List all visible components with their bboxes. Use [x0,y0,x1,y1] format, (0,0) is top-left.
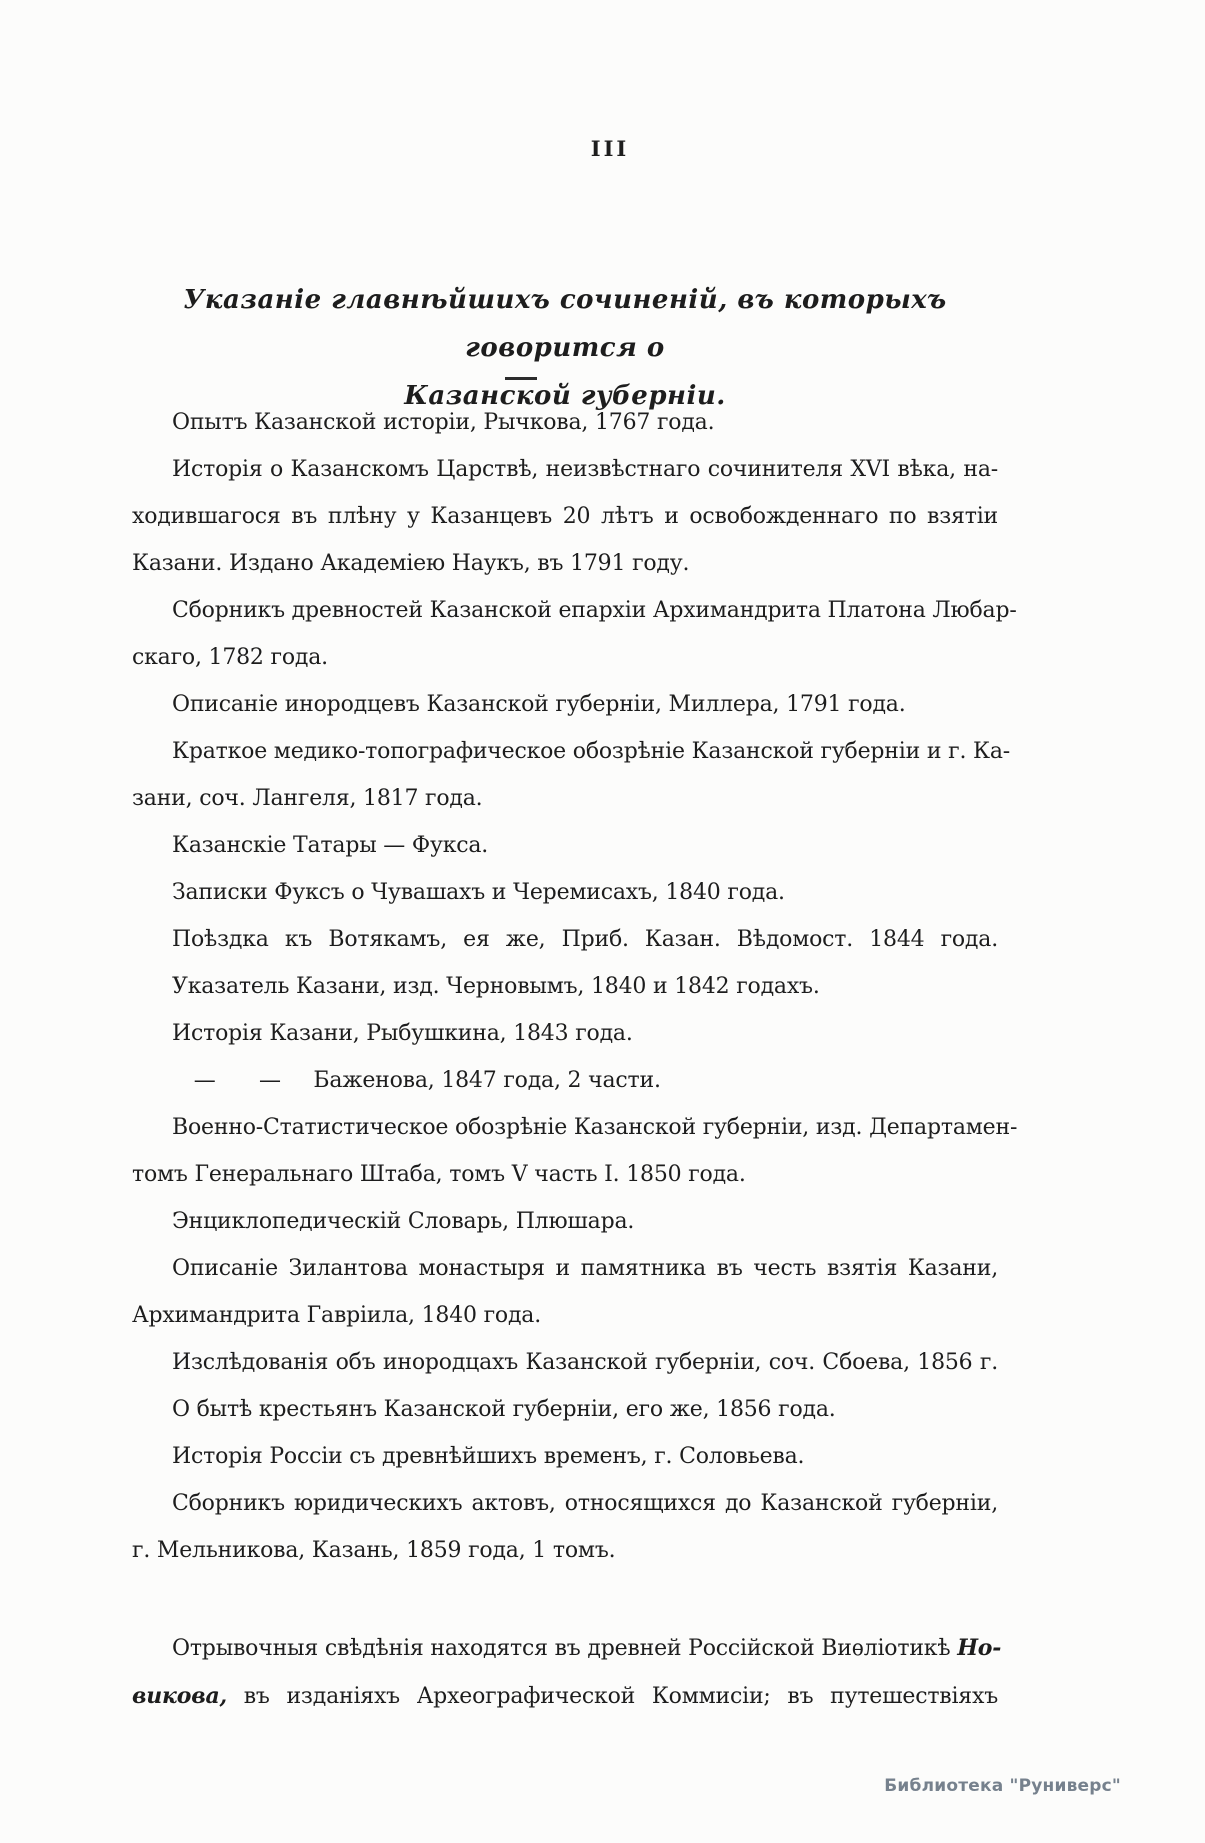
bibliography-line: томъ Генеральнаго Штаба, томъ V часть I. 1850 года. [132,1162,746,1187]
bibliography-line: О бытѣ крестьянъ Казанской губерніи, его же, 1856 года. [172,1397,836,1422]
bibliography-line: Указатель Казани, изд. Черновымъ, 1840 и 1842 годахъ. [172,974,820,999]
closing-line [132,1624,1002,1672]
bibliography-line: Сборникъ юридическихъ актовъ, относящихся до Казанской губерніи, [172,1491,998,1516]
closing-line-italic-text: викова, [132,1683,227,1709]
bibliography-line: г. Мельникова, Казань, 1859 года, 1 томъ. [132,1538,616,1563]
bibliography-line: Казани. Издано Академіею Наукъ, въ 1791 году. [132,551,690,576]
bibliography-line: Исторія Россіи съ древнѣйшихъ временъ, г. Соловьева. [172,1444,805,1469]
bibliography-line: скаго, 1782 года. [132,645,328,670]
bibliography-line: Исторія о Казанскомъ Царствѣ, неизвѣстнаго сочинителя XVI вѣка, на- [172,457,998,482]
closing-line-italic-text: Но- [957,1635,1002,1661]
bibliography-line: зани, соч. Лангеля, 1817 года. [132,786,483,811]
bibliography-line: Записки Фуксъ о Чувашахъ и Черемисахъ, 1840 года. [172,880,785,905]
closing-paragraph [132,1624,1002,1720]
bibliography-line: Военно-Статистическое обозрѣніе Казанской губерніи, изд. Департамен- [172,1115,1018,1140]
bibliography-line: Изслѣдованія объ инородцахъ Казанской губерніи, соч. Сбоева, 1856 г. [172,1350,998,1375]
bibliography-line: Энциклопедическій Словарь, Плюшара. [172,1209,635,1234]
section-title-line-2: Казанской губерніи. [404,381,726,411]
bibliography-line: Исторія Казани, Рыбушкина, 1843 года. [172,1021,633,1046]
bibliography-line: — — Баженова, 1847 года, 2 части. [172,1068,661,1093]
bibliography-line: Опытъ Казанской исторіи, Рычкова, 1767 года. [172,410,715,435]
closing-line-regular-text: въ изданіяхъ Археографической Коммисіи; въ путешествіяхъ [226,1684,998,1709]
bibliography-line: Описаніе инородцевъ Казанской губерніи, Миллера, 1791 года. [172,692,906,717]
bibliography-line: Сборникъ древностей Казанской епархіи Архимандрита Платона Любар- [172,598,1017,623]
page-number: III [590,136,630,161]
bibliography-line: Казанскіе Татары — Фукса. [172,833,489,858]
bibliography-line: Краткое медико-топографическое обозрѣніе Казанской губерніи и г. Ка- [172,739,1011,764]
watermark: Библиотека "Руниверс" [884,1776,1121,1796]
section-divider [505,377,537,380]
section-title-line-1: Указаніе главнѣйшихъ сочиненій, въ которыхъ говорится о [183,285,947,363]
bibliography-line: Архимандрита Гавріила, 1840 года. [132,1303,542,1328]
closing-line [132,1672,998,1720]
bibliography-line: Описаніе Зилантова монастыря и памятника въ честь взятія Казани, [172,1256,998,1281]
bibliography-line: ходившагося въ плѣну у Казанцевъ 20 лѣтъ и освобожденнаго по взятіи [132,504,998,529]
page-body [132,399,1018,1720]
bibliography-line: Поѣздка къ Вотякамъ, ея же, Приб. Казан. Вѣдомост. 1844 года. [172,927,998,952]
bibliography [132,399,1018,1574]
closing-line-regular-text: Отрывочныя свѣдѣнія находятся въ древней Россійской Виѳліотикѣ [172,1636,958,1661]
